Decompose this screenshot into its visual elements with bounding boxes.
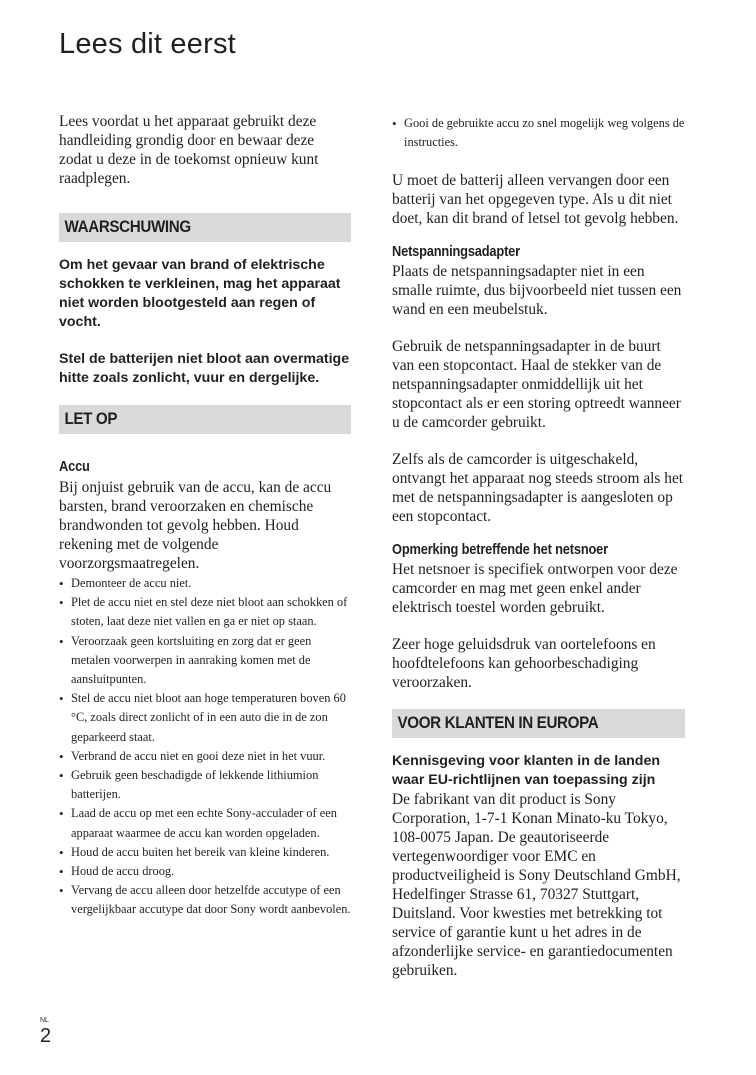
bullet-icon: • <box>59 633 64 649</box>
accu-bullet-list <box>59 574 351 920</box>
accu-paragraph: Bij onjuist gebruik van de accu, kan de accu barsten, brand veroorzaken en chemische brandwonden tot gevolg hebben. Houd rekening met de volgende voorzorgsmaatregelen. <box>59 479 332 572</box>
notice-paragraph: De fabrikant van dit product is Sony Corporation, 1-7-1 Konan Minato-ku Tokyo, 108-0075 Japan. De geautoriseerde vertegenwoordiger voor EMC en productveiligheid is Sony Deutschland GmbH, Hedelfinger Strasse 61, 70327 Stuttgart, Duitsland. Voor kwesties met betrekking tot service of garantie kunt u het adres in de afzonderlijke service- en garantiedocumenten gebruiken. <box>392 791 681 980</box>
adapter-heading: Netspanningsadapter <box>392 244 520 261</box>
caution-header-bar <box>59 405 351 434</box>
list-item: • Houd de accu buiten het bereik van kleine kinderen. <box>59 843 351 862</box>
language-code: NL <box>40 1017 49 1024</box>
bullet-icon: • <box>59 768 64 784</box>
list-item: • Gooi de gebruikte accu zo snel mogelijk weg volgens de instructies. <box>392 116 685 150</box>
cord-paragraph: Het netsnoer is specifiek ontworpen voor deze camcorder en mag met geen enkel ander elektrisch toestel worden gebruikt. <box>392 561 678 617</box>
cord-heading: Opmerking betreffende het netsnoer <box>392 542 608 559</box>
list-item: • Gebruik geen beschadigde of lekkende lithiumion batterijen. <box>59 768 319 802</box>
bullet-icon: • <box>59 864 64 880</box>
bullet-icon: • <box>59 576 64 591</box>
right-column <box>392 112 685 980</box>
page-footer <box>40 1017 51 1047</box>
list-item: • Plet de accu niet en stel deze niet bloot aan schokken of stoten, laat deze niet vallen en ga er niet op staan. <box>59 595 348 629</box>
bullet-icon: • <box>59 748 64 764</box>
intro-paragraph: Lees voordat u het apparaat gebruikt deze handleiding grondig door en bewaar deze zodat u deze in de toekomst opnieuw kunt raadplegen. <box>59 113 319 187</box>
adapter-paragraph-3: Zelfs als de camcorder is uitgeschakeld, ontvangt het apparaat nog steeds stroom als het met de netspanningsadapter is aangesloten op een stopcontact. <box>392 451 684 526</box>
list-item: • Stel de accu niet bloot aan hoge temperaturen boven 60 °C, zoals direct zonlicht of in een auto die in de zon geparkeerd staat. <box>59 691 346 744</box>
page-number: 2 <box>40 1025 52 1047</box>
accu-heading: Accu <box>59 459 90 475</box>
bullet-icon: • <box>59 883 64 899</box>
list-item: • Vervang de accu alleen door hetzelfde accutype of een vergelijkbaar accutype dat door Sony wordt aanbevolen. <box>59 883 351 917</box>
list-item: • Veroorzaak geen kortsluiting en zorg dat er geen metalen voorwerpen in aanraking komen met de aansluitpunten. <box>59 633 312 687</box>
page-title: Lees dit eerst <box>59 28 236 60</box>
list-item: • Houd de accu droog. <box>59 862 351 881</box>
bullet-icon: • <box>59 595 64 611</box>
adapter-paragraph-1: Plaats de netspanningsadapter niet in een smalle ruimte, dus bijvoorbeeld niet tussen een wand en een meubelstuk. <box>392 263 682 319</box>
warning-header-bar <box>59 213 351 242</box>
battery-paragraph: U moet de batterij alleen vervangen door een batterij van het opgegeven type. Als u dit niet doet, kan dit brand of letsel tot gevolg hebben. <box>392 172 679 228</box>
notice-heading: Kennisgeving voor klanten in de landen waar EU-richtlijnen van toepassing zijn <box>392 753 661 789</box>
warning-paragraph-2: Stel de batterijen niet bloot aan overmatige hitte zoals zonlicht, vuur en dergelijke. <box>59 351 350 386</box>
list-item: • Verbrand de accu niet en gooi deze niet in het vuur. <box>59 747 351 766</box>
europe-header-bar <box>392 709 685 738</box>
europe-header: VOOR KLANTEN IN EUROPA <box>397 714 599 733</box>
list-item: • Laad de accu op met een echte Sony-acculader of een apparaat waarmee de accu kan worden opgeladen. <box>59 806 337 840</box>
warning-paragraph-1: Om het gevaar van brand of elektrische schokken te verkleinen, mag het apparaat niet worden blootgesteld aan regen of vocht. <box>59 257 341 330</box>
bullet-icon: • <box>392 116 397 131</box>
sound-paragraph: Zeer hoge geluidsdruk van oortelefoons en hoofdtelefoons kan gehoorbeschadiging veroorzaken. <box>392 636 656 692</box>
bullet-icon: • <box>59 691 64 707</box>
warning-header: WAARSCHUWING <box>64 218 191 236</box>
disposal-bullet-list <box>392 114 685 152</box>
adapter-paragraph-2: Gebruik de netspanningsadapter in de buurt van een stopcontact. Haal de stekker van de netspanningsadapter onmiddellijk uit het stopcontact als er een storing optreedt wanneer u de camcorder gebruikt. <box>392 338 681 432</box>
caution-header: LET OP <box>64 410 118 428</box>
bullet-icon: • <box>59 806 64 822</box>
list-item: • Demonteer de accu niet. <box>59 574 351 593</box>
left-column <box>59 112 351 920</box>
bullet-icon: • <box>59 844 64 860</box>
